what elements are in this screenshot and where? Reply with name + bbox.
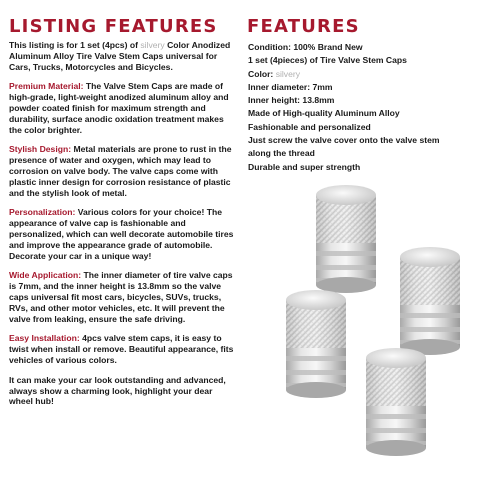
section-personalization (9, 207, 237, 261)
valve-cap-1 (316, 185, 376, 293)
valve-cap-2 (400, 247, 460, 355)
spec-install-cont: along the thread (248, 148, 315, 159)
intro-text-post: Color Anodized Aluminum Alloy Tire Valve Stem Caps universal for Cars, Trucks, Motorcycles and Bicycles. (9, 40, 231, 72)
section-label: Wide Application: (9, 270, 82, 281)
section-easy-installation (9, 333, 237, 365)
valve-cap-4 (366, 348, 426, 456)
spec-color-label: Color: (248, 68, 276, 79)
intro-text-pre: This listing is for 1 set (4pcs) of (9, 40, 141, 50)
listing-features-title: LISTING FEATURES (9, 16, 218, 37)
section-text: Various colors for your choice! The appearance of valve cap is fashionable and personalized, which can well decorate automobile tires and improve the appearance grade of automobile. Decorate your car in a unique way! (9, 207, 234, 261)
section-wide-application (9, 270, 237, 324)
section-label: Personalization: (9, 207, 76, 218)
section-premium-material (9, 81, 237, 135)
section-label: Stylish Design: (9, 144, 72, 155)
spec-color (248, 68, 474, 81)
spec-style: Fashionable and personalized (248, 121, 371, 132)
section-text: Metal materials are prone to rust in the presence of water and oxygen, which may lead to corrosion on valve body. The valve caps come with plastic inner design for corrosion resistance of plastic and the stylish look of metal. (9, 144, 232, 198)
spec-durable: Durable and super strength (248, 161, 361, 172)
spec-color-value: silvery (275, 68, 301, 79)
section-label: Premium Material: (9, 81, 84, 92)
section-stylish-design (9, 144, 237, 198)
valve-caps-image (270, 185, 480, 480)
spec-install: Just screw the valve cover onto the valve stem (248, 135, 440, 146)
intro-paragraph (9, 40, 237, 72)
spec-inner-height: Inner height: 13.8mm (248, 95, 335, 106)
closing-paragraph: It can make your car look outstanding and advanced, always show a charming look, highlight your dear wheel hub! (9, 374, 226, 407)
features-list (248, 41, 474, 174)
spec-material: Made of High-quality Aluminum Alloy (248, 108, 400, 119)
spec-set: 1 set (4pieces) of Tire Valve Stem Caps (248, 55, 407, 66)
features-title: FEATURES (247, 16, 360, 37)
spec-condition: Condition: 100% Brand New (248, 42, 363, 52)
spec-inner-diameter: Inner diameter: 7mm (248, 81, 333, 92)
intro-color-word: silvery (140, 40, 165, 50)
section-text: The inner diameter of tire valve caps is 7mm, and the inner height is 13.8mm so the valve caps universal fit most cars, bicycles, SUVs, trucks, RVs, and other motor vehicles, etc. It will prevent the valve from leaking, ensure the safe driving. (9, 270, 233, 324)
section-label: Easy Installation: (9, 333, 80, 344)
valve-cap-3 (286, 290, 346, 398)
section-text: 4pcs valve stem caps, it is easy to twist when install or remove. Beautiful appearance, fits vehicles of various colors. (9, 333, 234, 365)
section-text: The Valve Stem Caps are made of high-grade, light-weight anodized aluminum alloy and powder coated finish for maximum strength and durability, surface anodic oxidation treatment makes the color brighter. (9, 81, 229, 135)
listing-features-body (9, 40, 237, 416)
